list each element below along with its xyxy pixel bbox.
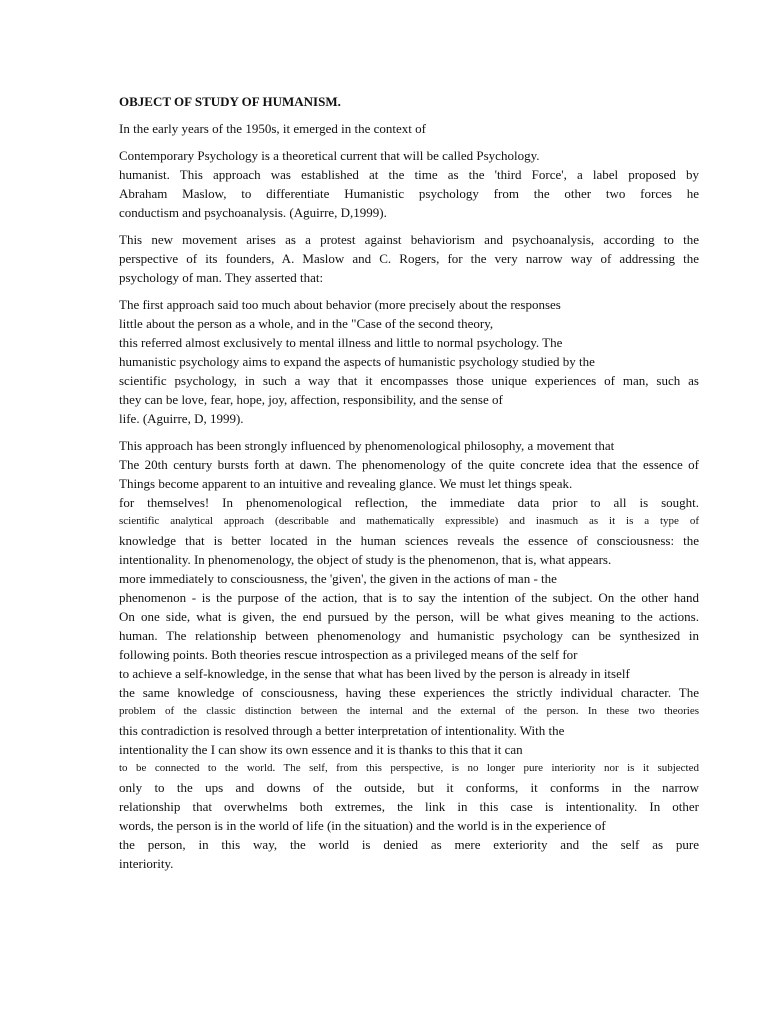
text-line: for themselves! In phenomenological reflection, the immediate data prior to all is sought.	[119, 495, 699, 510]
text-line: psychology of man. They asserted that:	[119, 270, 324, 285]
text-line: Things become apparent to an intuitive and revealing glance. We must let things speak.	[119, 476, 573, 491]
text-line: the same knowledge of consciousness, having these experiences the strictly individual character. The	[119, 685, 699, 700]
text-line: This approach has been strongly influenced by phenomenological philosophy, a movement that	[119, 438, 615, 453]
paragraph	[119, 119, 699, 138]
text-line: to achieve a self-knowledge, in the sense that what has been lived by the person is already in itself	[119, 666, 630, 681]
text-line: knowledge that is better located in the human sciences reveals the essence of consciousness: the	[119, 533, 699, 548]
text-line: this contradiction is resolved through a better interpretation of intentionality. With the	[119, 723, 565, 738]
text-line: they can be love, fear, hope, joy, affection, responsibility, and the sense of	[119, 392, 503, 407]
text-line: intentionality the I can show its own essence and it is thanks to this that it can	[119, 742, 523, 757]
text-line: relationship that overwhelms both extremes, the link in this case is intentionality. In other	[119, 799, 699, 814]
text-line: scientific psychology, in such a way that it encompasses those unique experiences of man, such as	[119, 373, 699, 388]
text-line: intentionality. In phenomenology, the object of study is the phenomenon, that is, what appears.	[119, 552, 612, 567]
document-title: OBJECT OF STUDY OF HUMANISM.	[119, 94, 341, 109]
text-line: more immediately to consciousness, the 'given', the given in the actions of man - the	[119, 571, 557, 586]
text-line: phenomenon - is the purpose of the action, that is to say the intention of the subject. On the other hand	[119, 590, 699, 605]
text-line: following points. Both theories rescue introspection as a privileged means of the self for	[119, 647, 578, 662]
text-line: This new movement arises as a protest against behaviorism and psychoanalysis, according to the	[119, 232, 699, 247]
text-line: human. The relationship between phenomenology and humanistic psychology can be synthesized in	[119, 628, 699, 643]
paragraph	[119, 146, 699, 222]
text-line: The 20th century bursts forth at dawn. The phenomenology of the quite concrete idea that the essence of	[119, 457, 699, 472]
text-line: only to the ups and downs of the outside, but it conforms, it conforms in the narrow	[119, 780, 699, 795]
text-line: scientific analytical approach (describable and mathematically expressible) and inasmuch as it is a type of	[119, 515, 699, 527]
text-line: Contemporary Psychology is a theoretical current that will be called Psychology.	[119, 148, 540, 163]
text-line: humanist. This approach was established at the time as the 'third Force', a label proposed by	[119, 167, 699, 182]
text-line: the person, in this way, the world is denied as mere exteriority and the self as pure	[119, 837, 699, 852]
text-line: perspective of its founders, A. Maslow and C. Rogers, for the very narrow way of addressing the	[119, 251, 699, 266]
paragraph	[119, 230, 699, 287]
text-line: In the early years of the 1950s, it emerged in the context of	[119, 121, 426, 136]
text-line: Abraham Maslow, to differentiate Humanistic psychology from the other two forces he	[119, 186, 699, 201]
text-line: to be connected to the world. The self, from this perspective, is no longer pure interiority nor is it subjected	[119, 762, 699, 774]
text-line: conductism and psychoanalysis. (Aguirre, D,1999).	[119, 205, 387, 220]
document-page	[119, 92, 699, 881]
text-line: On one side, what is given, the end pursued by the person, will be what gives meaning to the actions.	[119, 609, 699, 624]
text-line: interiority.	[119, 856, 174, 871]
text-line: problem of the classic distinction between the internal and the external of the person. In these two theories	[119, 705, 699, 717]
text-line: this referred almost exclusively to mental illness and little to normal psychology. The	[119, 335, 563, 350]
text-line: words, the person is in the world of life (in the situation) and the world is in the experience of	[119, 818, 606, 833]
document-body	[119, 119, 699, 873]
text-line: humanistic psychology aims to expand the aspects of humanistic psychology studied by the	[119, 354, 595, 369]
paragraph	[119, 436, 699, 873]
text-line: The first approach said too much about behavior (more precisely about the responses	[119, 297, 561, 312]
paragraph	[119, 295, 699, 428]
text-line: little about the person as a whole, and in the "Case of the second theory,	[119, 316, 494, 331]
text-line: life. (Aguirre, D, 1999).	[119, 411, 244, 426]
